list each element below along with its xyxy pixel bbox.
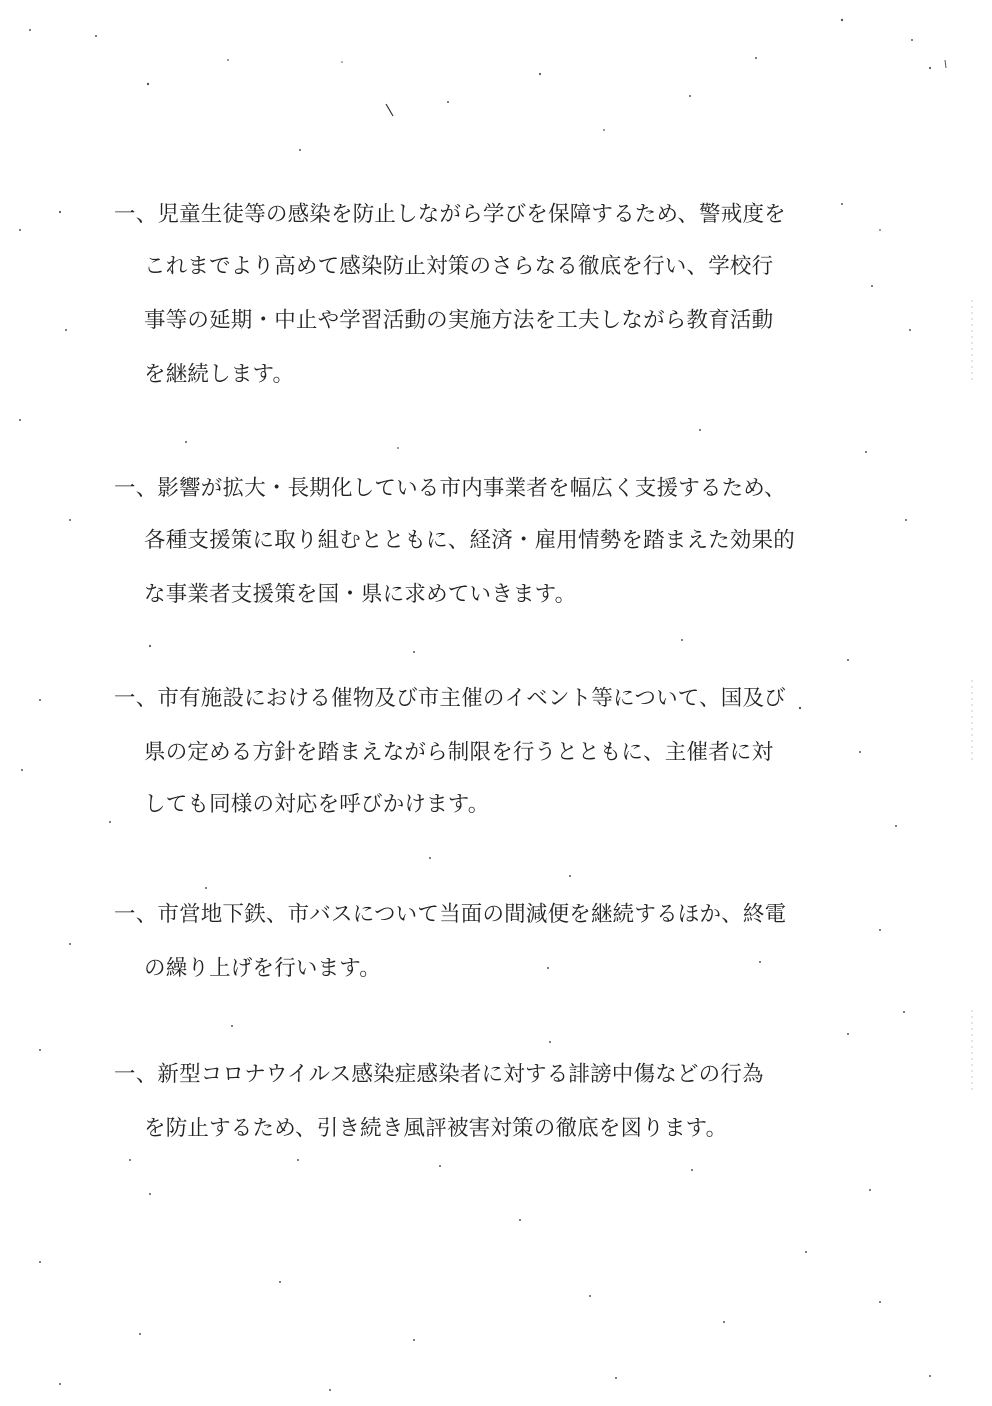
item-4-line-1: 一、市営地下鉄、市バスについて当面の間減便を継続するほか、終電 <box>114 902 787 927</box>
item-2-line-3: な事業者支援策を国・県に求めていきます。 <box>144 582 577 607</box>
item-1-line-1: 一、児童生徒等の感染を防止しながら学びを保障するため、警戒度を <box>114 202 786 227</box>
item-3-line-2: 県の定める方針を踏まえながら制限を行うとともに、主催者に対 <box>144 740 774 765</box>
item-1-line-4: を継続します。 <box>144 362 295 387</box>
item-5-line-1: 一、新型コロナウイルス感染症感染者に対する誹謗中傷などの行為 <box>114 1062 764 1087</box>
item-4-line-2: の繰り上げを行います。 <box>144 956 381 981</box>
item-2-line-2: 各種支援策に取り組むとともに、経済・雇用情勢を踏まえた効果的 <box>144 528 796 553</box>
item-3-line-1: 一、市有施設における催物及び市主催のイベント等について、国及び <box>114 686 786 711</box>
item-3-line-3: しても同様の対応を呼びかけます。 <box>144 792 490 817</box>
item-1-line-3: 事等の延期・中止や学習活動の実施方法を工夫しながら教育活動 <box>144 308 774 333</box>
item-1-line-2: これまでより高めて感染防止対策のさらなる徹底を行い、学校行 <box>144 254 774 279</box>
item-2-line-1: 一、影響が拡大・長期化している市内事業者を幅広く支援するため、 <box>114 476 786 501</box>
item-5-line-2: を防止するため、引き続き風評被害対策の徹底を図ります。 <box>144 1116 728 1141</box>
